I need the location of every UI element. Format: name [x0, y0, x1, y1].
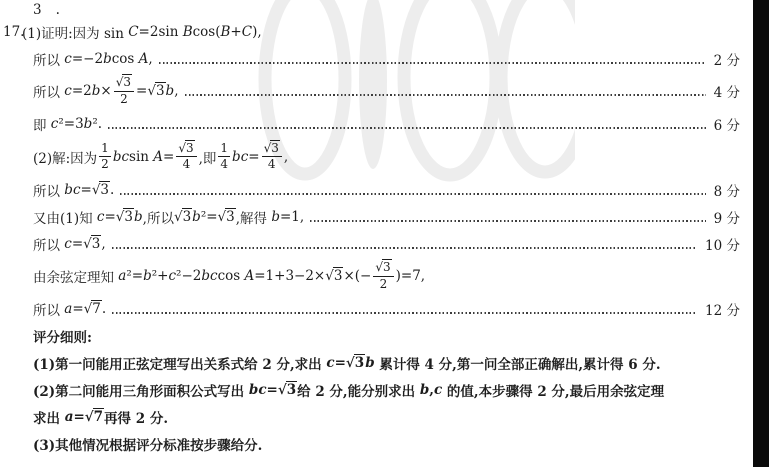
fraction: $\frac{√3}{2}$: [114, 76, 134, 107]
text-run: ,即: [198, 150, 217, 167]
line-content: [33, 72, 179, 111]
text-run: (1)第一问能用正弦定理写出关系式给 2 分,求出: [33, 357, 327, 374]
text-run: =: [248, 148, 260, 165]
line-content: [33, 49, 153, 69]
text-run: ×(−: [343, 268, 372, 285]
text-run: ²+: [151, 268, 169, 285]
math-variable: c: [64, 50, 72, 67]
text-run: =: [72, 301, 84, 318]
math-variable: bc: [64, 181, 81, 198]
text-run: ²=: [200, 208, 218, 225]
text-run: ,: [429, 382, 434, 399]
math-variable: b: [271, 208, 280, 225]
line-content: [33, 380, 664, 400]
math-variable: a: [64, 409, 74, 426]
math-variable: bc: [112, 148, 130, 165]
math-variable: B: [182, 23, 193, 40]
grading-rule-2: [33, 377, 740, 404]
text-run: =: [136, 83, 148, 100]
sqrt-expression: √3: [277, 382, 297, 399]
text-run: 求出: [33, 411, 65, 428]
text-run: ,: [148, 50, 153, 67]
line-content: [33, 257, 425, 296]
text-run: 3: [33, 2, 42, 18]
text-run: 所以: [33, 303, 65, 320]
math-variable: C: [241, 23, 253, 40]
text-run: cos: [217, 268, 245, 285]
text-run: (2)解:因为: [33, 150, 98, 167]
line-content: [33, 407, 168, 427]
text-run: (1)证明:因为 sin: [22, 25, 129, 42]
text-run: =2: [71, 83, 92, 100]
text-run: +: [230, 23, 242, 40]
math-variable: c: [50, 116, 59, 133]
dotted-leader: [112, 247, 697, 249]
dotted-leader: [112, 312, 697, 314]
fraction: $\frac{√3}{4}$: [262, 142, 282, 173]
sqrt-expression: √3: [345, 355, 365, 372]
sqrt-expression: √3: [147, 83, 165, 100]
grading-header: [33, 323, 740, 350]
text-run: ,: [174, 83, 179, 100]
math-variable: b: [143, 268, 152, 285]
text-run: =: [334, 355, 346, 372]
dotted-leader: [108, 127, 706, 129]
line-part2-given: [33, 138, 740, 177]
line-cosine-rule: [33, 257, 740, 296]
line-content: [33, 299, 106, 319]
sqrt-expression: √3: [115, 208, 133, 225]
text-run: (3)其他情况根据评分标准按步骤给分.: [33, 438, 263, 455]
sqrt-expression: √3: [217, 208, 235, 225]
text-run: sin: [129, 148, 154, 165]
text-run: =: [163, 148, 175, 165]
score-label: 2 分: [713, 52, 740, 69]
score-label: 8 分: [713, 183, 740, 200]
sqrt-expression: √3: [325, 268, 343, 285]
text-run: .: [101, 301, 107, 318]
grading-rule-3: [33, 431, 740, 458]
math-variable: b: [192, 208, 201, 225]
line-content: [33, 434, 262, 454]
math-variable: b: [365, 355, 375, 372]
fraction: 1 4: [220, 140, 229, 172]
text-run: )=7,: [395, 268, 426, 285]
line-step-4pts: [33, 72, 740, 111]
math-variable: C: [128, 23, 139, 40]
sqrt-expression: √3: [375, 260, 391, 275]
text-run: .: [55, 2, 60, 18]
score-label: 6 分: [713, 118, 740, 135]
math-variable: c: [168, 268, 177, 285]
math-variable: A: [244, 268, 255, 285]
grading-rule-1: [33, 350, 740, 377]
text-run: cos(: [192, 23, 221, 40]
dotted-leader: [310, 220, 705, 222]
text-run: ,解得: [235, 210, 272, 227]
text-run: =2sin: [138, 23, 183, 40]
text-run: =: [266, 382, 278, 399]
text-run: ²−2: [176, 268, 202, 285]
text-run: 所以: [33, 85, 65, 102]
sqrt-expression: √3: [115, 75, 132, 89]
sqrt-expression: √3: [83, 235, 101, 252]
line-content: [33, 353, 661, 373]
line-content: [33, 326, 92, 346]
text-run: ×: [100, 83, 112, 100]
line-step-6pts: [33, 111, 740, 138]
text-run: ,: [283, 148, 289, 165]
text-run: =−2: [71, 50, 104, 67]
line-content: [33, 114, 102, 134]
dotted-leader: [159, 62, 706, 64]
math-variable: a: [64, 301, 73, 318]
text-run: ,所以: [142, 210, 174, 227]
sqrt-expression: √7: [84, 409, 104, 426]
line-given: [3, 18, 740, 45]
grading-rule-2-cont: [33, 404, 740, 431]
line-step-12pts: [33, 296, 740, 323]
text-run: cos: [111, 50, 139, 67]
text-run: 所以: [33, 237, 65, 254]
math-variable: A: [138, 50, 149, 67]
math-variable: c: [64, 83, 72, 100]
math-variable: b: [83, 116, 93, 133]
text-run: 所以: [33, 183, 65, 200]
text-run: ²=: [126, 268, 144, 285]
math-variable: a: [118, 268, 127, 285]
line-content: [33, 2, 60, 18]
sqrt-expression: √3: [173, 208, 192, 225]
problem-number: 17.: [3, 23, 25, 40]
text-run: =: [73, 409, 85, 426]
text-run: 所以: [33, 52, 65, 69]
text-run: 又由(1)知: [33, 210, 97, 227]
line-step-8pts: [33, 176, 740, 203]
fraction: 1 2: [101, 140, 109, 172]
line-content: [3, 22, 262, 42]
text-run: 由余弦定理知: [33, 270, 119, 287]
text-run: =: [104, 208, 116, 225]
score-label: 10 分: [705, 237, 740, 254]
text-run: 再得 2 分.: [104, 411, 169, 428]
math-variable: bc: [201, 268, 218, 285]
text-run: 的值,本步骤得 2 分,最后用余弦定理: [442, 384, 665, 401]
math-variable: b: [134, 208, 143, 225]
text-run: =: [80, 181, 92, 198]
math-variable: c: [96, 208, 105, 225]
score-label: 9 分: [713, 210, 740, 227]
text-run: 累计得 4 分,第一问全部正确解出,累计得 6 分.: [374, 357, 661, 374]
line-content: [33, 207, 304, 227]
text-run: ,: [101, 235, 106, 252]
math-variable: c: [64, 235, 72, 252]
line-content: [33, 234, 106, 254]
line-content: [33, 138, 288, 177]
text-run: =1,: [280, 208, 305, 225]
fraction: $\frac{√3}{2}$: [373, 261, 393, 292]
math-variable: b: [165, 83, 175, 100]
text-run: .: [110, 181, 115, 198]
text-run: ².: [92, 116, 103, 133]
text-run: (2)第二问能用三角形面积公式写出: [33, 384, 249, 401]
math-variable: c: [326, 355, 335, 372]
score-label: 12 分: [705, 303, 740, 320]
math-variable: b: [419, 382, 430, 399]
sqrt-expression: √3: [178, 140, 194, 155]
sqrt-expression: √3: [263, 140, 279, 155]
text-run: 即: [33, 118, 51, 135]
text-run: 给 2 分,能分别求出: [297, 384, 420, 401]
math-variable: bc: [232, 148, 249, 165]
score-label: 4 分: [713, 85, 740, 102]
line-content: [33, 180, 114, 200]
math-variable: c: [434, 382, 443, 399]
line-step-9pts: [33, 203, 740, 230]
math-variable: bc: [248, 382, 267, 399]
fraction-remnant: [33, 2, 740, 18]
dotted-leader: [120, 193, 705, 195]
sqrt-expression: √3: [91, 181, 110, 198]
dotted-leader: [185, 94, 706, 96]
math-variable: b: [91, 83, 101, 100]
text-run: ),: [252, 23, 262, 40]
scan-edge-bar: [753, 0, 769, 467]
text-run: =: [71, 235, 84, 252]
sqrt-expression: √7: [83, 301, 101, 318]
math-variable: A: [153, 148, 163, 165]
line-step-10pts: [33, 230, 740, 257]
text-run: =1+3−2×: [254, 268, 326, 285]
math-variable: B: [220, 23, 231, 40]
text-run: 评分细则:: [33, 330, 92, 347]
text-run: ²=3: [58, 116, 84, 133]
fraction: $\frac{√3}{4}$: [176, 142, 196, 173]
line-step-2pts: [33, 45, 740, 72]
math-variable: b: [103, 50, 112, 67]
